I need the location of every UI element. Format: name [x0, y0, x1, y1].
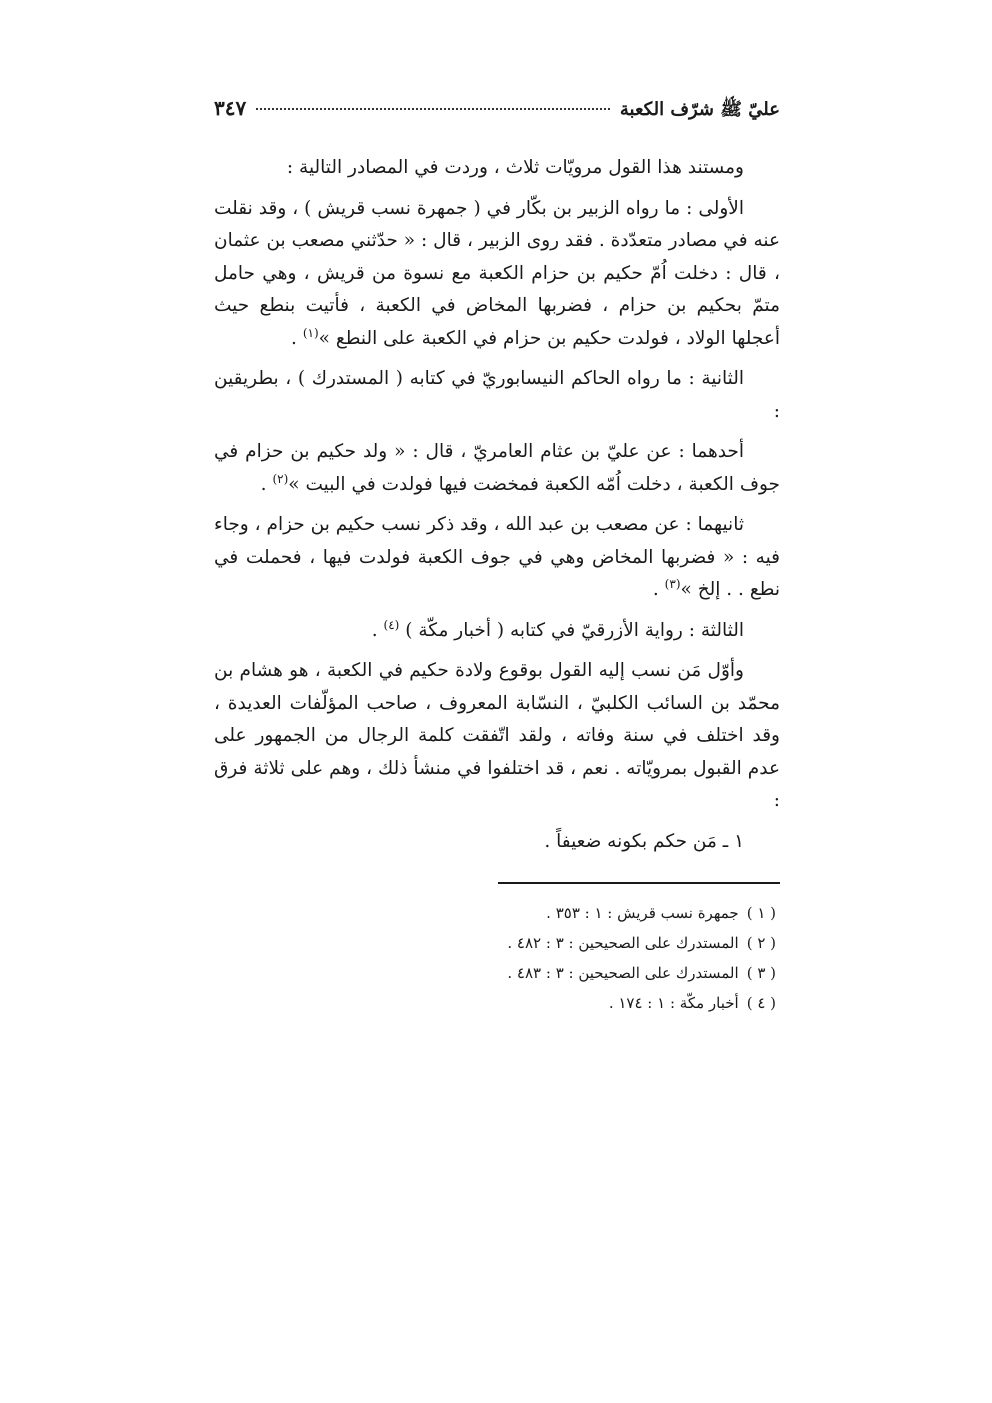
footnote-number: ( ٣ )	[746, 964, 776, 982]
paragraph-kalbi: وأوّل مَن نسب إليه القول بوقوع ولادة حكيم في الكعبة ، هو هشام بن محمّد بن السائب الكلبيّ ، النسّابة المعروف ، صاحب المؤلّفات العديدة ، وقد اختلف في سنة وفاته ، ولقد اتّفقت كلمة الرجال من الجمهور على عدم القبول بمرويّاته . نعم ، قد اختلفوا في منشأ ذلك ، وهم على ثلاثة فرق :	[214, 660, 780, 811]
footnote-3	[214, 958, 776, 988]
footnote-number: ( ٤ )	[746, 994, 776, 1012]
paragraph-text: الأولى : ما رواه الزبير بن بكّار في ( جمهرة نسب قريش ) ، وقد نقلت عنه في مصادر متعدّدة . فقد روى الزبير ، قال : « حدّثني مصعب بن عثمان ، قال : دخلت اُمّ حكيم بن حزام الكعبة مع نسوة من قريش ، وهي حامل متمّ بحكيم بن حزام ، فضربها المخاض في الكعبة ، فأتيت بنطع حيث أعجلها الولاد ، فولدت حكيم بن حزام في الكعبة على النطع »	[214, 197, 780, 349]
footnote-ref-4: (٤)	[383, 617, 400, 632]
paragraph-third-source	[214, 615, 780, 648]
book-page	[214, 96, 780, 1018]
footnote-text: المستدرك على الصحيحين : ٣ : ٤٨٢ .	[507, 934, 739, 952]
footnote-text: أخبار مكّة : ١ : ١٧٤ .	[608, 994, 739, 1012]
footnote-ref-3: (٣)	[664, 576, 681, 591]
paragraph-text: أحدهما : عن عليّ بن عثام العامريّ ، قال : « ولد حكيم بن حزام في جوف الكعبة ، دخلت اُمّه الكعبة فمخضت فيها فولدت في البيت »	[214, 441, 780, 495]
paragraph-text: الثالثة : رواية الأزرقيّ في كتابه ( أخبار مكّة )	[405, 619, 744, 641]
paragraph-text: ثانيهما : عن مصعب بن عبد الله ، وقد ذكر نسب حكيم بن حزام ، وجاء فيه : « فضربها المخاض وهي في جوف الكعبة فولدت فيها ، فحملت في نطع . . إلخ »	[214, 514, 780, 600]
footnote-4	[214, 988, 776, 1018]
paragraph-second-path	[214, 509, 780, 607]
footnote-ref-1: (١)	[302, 325, 319, 340]
paragraph-first-source	[214, 193, 780, 356]
footnote-2	[214, 928, 776, 958]
paragraph-intro: ومستند هذا القول مرويّات ثلاث ، وردت في المصادر التالية :	[286, 157, 744, 178]
period: .	[652, 579, 659, 600]
footnote-number: ( ٢ )	[746, 934, 776, 952]
footnote-separator	[498, 882, 780, 884]
running-header	[214, 96, 780, 132]
main-text	[214, 152, 780, 858]
running-title: عليّ ﷺ شرّف الكعبة	[619, 99, 780, 120]
period: .	[371, 619, 378, 641]
footnote-1	[214, 898, 776, 928]
footnote-number: ( ١ )	[746, 904, 776, 922]
footnote-text: جمهرة نسب قريش : ١ : ٣٥٣ .	[546, 904, 739, 922]
page-number: ٣٤٧	[214, 96, 247, 120]
footnote-ref-2: (٢)	[272, 471, 289, 486]
footnote-text: المستدرك على الصحيحين : ٣ : ٤٨٣ .	[507, 964, 739, 982]
period: .	[291, 327, 297, 349]
paragraph-first-path	[214, 436, 780, 501]
list-item-1: ١ ـ مَن حكم بكونه ضعيفاً .	[544, 830, 744, 852]
period: .	[260, 473, 267, 495]
leader-dots	[256, 108, 610, 110]
footnotes	[214, 898, 780, 1018]
paragraph-second-source: الثانية : ما رواه الحاكم النيسابوريّ في كتابه ( المستدرك ) ، بطريقين :	[214, 368, 780, 422]
